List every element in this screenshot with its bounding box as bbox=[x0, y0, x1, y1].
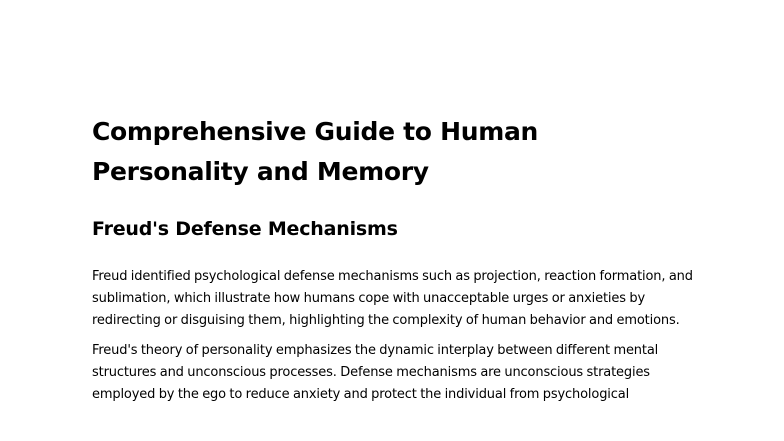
section-heading: Freud's Defense Mechanisms bbox=[92, 218, 398, 240]
document-title: Comprehensive Guide to Human Personality and Memory bbox=[92, 117, 539, 186]
paragraph: Freud's theory of personality emphasizes the dynamic interplay between different mental structures and unconscious processes. Defense mechanisms are unconscious strategies employed by the ego to reduce anxiety and protect the individual from psychological bbox=[92, 343, 659, 402]
document-body bbox=[92, 112, 702, 406]
paragraph: Freud identified psychological defense mechanisms such as projection, reaction formation, and sublimation, which illustrate how humans cope with unacceptable urges or anxieties by redirecting or disguising them, highlighting the complexity of human behavior and emotions. bbox=[92, 269, 693, 328]
